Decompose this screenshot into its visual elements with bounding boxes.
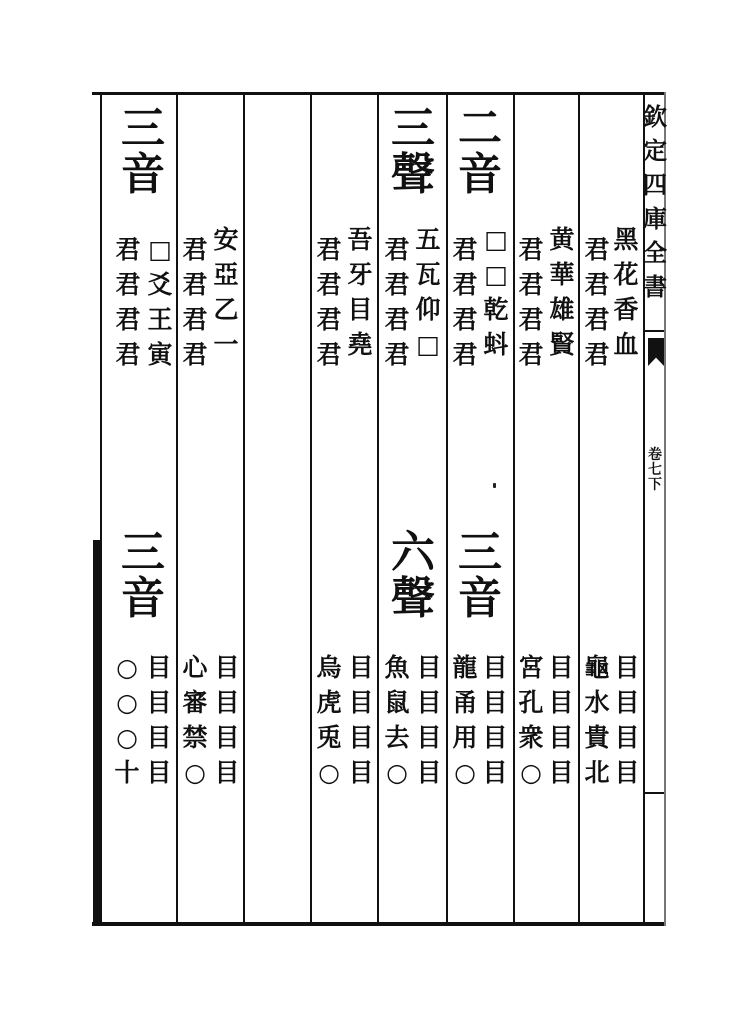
text-char: 龜 xyxy=(584,653,610,682)
text-column xyxy=(582,232,612,372)
volume-char: 七 xyxy=(648,462,662,478)
text-char: 君 xyxy=(584,270,610,299)
text-char: 目 xyxy=(348,653,374,682)
text-char: 寅 xyxy=(147,340,173,369)
text-char: 十 xyxy=(114,758,140,787)
text-char: 吾 xyxy=(347,225,373,254)
heading-char: 二 xyxy=(458,103,502,154)
text-column xyxy=(612,650,642,790)
text-char: 目 xyxy=(614,758,640,787)
text-char: 爻 xyxy=(147,270,173,299)
text-column xyxy=(516,650,546,790)
text-column xyxy=(314,232,344,372)
text-char: 目 xyxy=(416,758,442,787)
text-char: 王 xyxy=(147,305,173,334)
text-char: 目 xyxy=(482,723,508,752)
text-char: 君 xyxy=(182,305,208,334)
column-rule-1 xyxy=(578,92,580,926)
text-column xyxy=(344,222,376,362)
text-char: 審 xyxy=(182,688,208,717)
text-char: 衆 xyxy=(518,723,544,752)
heading-san-sheng xyxy=(382,103,444,200)
text-char: 目 xyxy=(348,688,374,717)
text-char: 目 xyxy=(146,758,172,787)
text-char: 君 xyxy=(518,235,544,264)
margin-title-char: 書 xyxy=(643,272,667,301)
text-char: 目 xyxy=(614,723,640,752)
text-char: 亞 xyxy=(213,260,239,289)
text-char: 一 xyxy=(213,330,239,359)
text-char: 目 xyxy=(214,758,240,787)
text-char: 瓦 xyxy=(415,260,441,289)
text-column xyxy=(112,650,142,790)
text-char: 賢 xyxy=(549,330,575,359)
text-char: 目 xyxy=(214,688,240,717)
margin-title xyxy=(644,100,666,304)
text-char: 雄 xyxy=(549,295,575,324)
text-char: 目 xyxy=(214,653,240,682)
text-char: 君 xyxy=(518,340,544,369)
text-char: 君 xyxy=(452,305,478,334)
text-char: 去 xyxy=(384,723,410,752)
text-char: 目 xyxy=(548,723,574,752)
text-char: 目 xyxy=(416,723,442,752)
text-column xyxy=(210,222,242,362)
text-char: 目 xyxy=(416,688,442,717)
text-column xyxy=(382,232,412,372)
text-char: 君 xyxy=(584,235,610,264)
text-char: 君 xyxy=(518,270,544,299)
text-char: 君 xyxy=(584,305,610,334)
text-char: 目 xyxy=(614,653,640,682)
column-rule-6 xyxy=(243,92,245,926)
heading-char: 六 xyxy=(391,527,435,578)
text-char: 華 xyxy=(549,260,575,289)
speck-1 xyxy=(493,483,496,488)
text-column xyxy=(582,650,612,790)
margin-divider xyxy=(643,330,665,332)
text-char: 君 xyxy=(182,270,208,299)
text-char: 君 xyxy=(115,340,141,369)
volume-char: 下 xyxy=(648,477,662,493)
margin-volume-label xyxy=(644,448,666,493)
margin-title-char: 庫 xyxy=(643,204,667,233)
text-column xyxy=(180,650,210,790)
text-char: 香 xyxy=(613,295,639,324)
text-column xyxy=(346,650,376,790)
margin-title-char: 欽 xyxy=(643,102,667,131)
text-char: 君 xyxy=(316,270,342,299)
text-char: □ xyxy=(484,260,508,289)
text-char: 目 xyxy=(146,688,172,717)
text-char: 君 xyxy=(384,270,410,299)
text-char: □ xyxy=(148,235,172,264)
text-char: ○ xyxy=(184,758,206,787)
text-char: ○ xyxy=(318,758,340,787)
text-column xyxy=(480,222,512,362)
text-char: 兎 xyxy=(316,723,342,752)
text-column xyxy=(144,232,176,372)
text-char: ○ xyxy=(116,723,138,752)
text-column xyxy=(450,232,480,372)
text-char: 目 xyxy=(146,723,172,752)
text-char: 花 xyxy=(613,260,639,289)
frame-left-rule-thin xyxy=(100,92,102,926)
text-char: 蚪 xyxy=(483,330,509,359)
heading-san-yin-top xyxy=(112,103,174,200)
heading-san-yin-b1 xyxy=(452,527,508,624)
text-char: 黑 xyxy=(613,225,639,254)
text-char: 君 xyxy=(452,340,478,369)
text-char: 君 xyxy=(316,235,342,264)
margin-title-char: 全 xyxy=(643,238,667,267)
column-rule-5 xyxy=(310,92,312,926)
text-column xyxy=(382,650,412,790)
text-char: 北 xyxy=(584,758,610,787)
text-char: 君 xyxy=(384,235,410,264)
margin-lower-rule xyxy=(643,792,665,794)
text-char: 目 xyxy=(416,653,442,682)
text-char: 君 xyxy=(115,305,141,334)
text-column xyxy=(414,650,444,790)
heading-char: 音 xyxy=(121,149,165,200)
text-char: 君 xyxy=(584,340,610,369)
text-char: 黄 xyxy=(549,225,575,254)
text-column xyxy=(610,222,642,362)
text-char: ○ xyxy=(116,688,138,717)
text-column xyxy=(546,650,576,790)
text-char: 鼠 xyxy=(384,688,410,717)
margin-title-char: 定 xyxy=(643,136,667,165)
text-column xyxy=(450,650,480,790)
text-char: 君 xyxy=(518,305,544,334)
fish-tail-mark xyxy=(648,338,664,366)
text-column xyxy=(180,232,210,372)
heading-char: 聲 xyxy=(391,149,435,200)
text-char: 水 xyxy=(584,688,610,717)
text-char: 君 xyxy=(182,235,208,264)
text-char: 君 xyxy=(384,340,410,369)
text-char: 虎 xyxy=(316,688,342,717)
text-char: ○ xyxy=(116,653,138,682)
margin-title-char: 四 xyxy=(643,170,667,199)
text-char: 乾 xyxy=(483,295,509,324)
text-column xyxy=(480,650,510,790)
text-char: 君 xyxy=(384,305,410,334)
text-char: 君 xyxy=(115,270,141,299)
heading-char: 音 xyxy=(121,573,165,624)
text-char: 五 xyxy=(415,225,441,254)
text-column xyxy=(412,222,444,362)
heading-char: 三 xyxy=(458,527,502,578)
text-char: 目 xyxy=(614,688,640,717)
text-char: 君 xyxy=(452,270,478,299)
text-char: 目 xyxy=(482,653,508,682)
text-char: 安 xyxy=(213,225,239,254)
heading-char: 三 xyxy=(121,527,165,578)
text-char: 君 xyxy=(316,340,342,369)
text-char: ○ xyxy=(520,758,542,787)
heading-char: 三 xyxy=(121,103,165,154)
heading-char: 聲 xyxy=(391,573,435,624)
text-char: 孔 xyxy=(518,688,544,717)
column-rule-2 xyxy=(513,92,515,926)
text-char: ○ xyxy=(386,758,408,787)
text-char: 目 xyxy=(348,758,374,787)
text-column xyxy=(314,650,344,790)
text-char: 貴 xyxy=(584,723,610,752)
text-char: 龍 xyxy=(452,653,478,682)
text-char: 乙 xyxy=(213,295,239,324)
heading-san-yin-b2 xyxy=(112,527,174,624)
heading-liu-sheng xyxy=(382,527,444,624)
column-rule-3 xyxy=(446,92,448,926)
column-rule-7 xyxy=(176,92,178,926)
text-char: 目 xyxy=(548,688,574,717)
heading-char: 音 xyxy=(458,149,502,200)
text-column xyxy=(516,232,546,372)
text-char: 甬 xyxy=(452,688,478,717)
text-column xyxy=(112,232,144,372)
heading-er-yin xyxy=(452,103,508,200)
text-char: 牙 xyxy=(347,260,373,289)
text-char: □ xyxy=(416,330,440,359)
text-char: 君 xyxy=(182,340,208,369)
text-column xyxy=(144,650,174,790)
text-char: 君 xyxy=(452,235,478,264)
text-char: 目 xyxy=(348,723,374,752)
heading-char: 音 xyxy=(458,573,502,624)
text-char: 烏 xyxy=(316,653,342,682)
text-char: 目 xyxy=(214,723,240,752)
text-char: 禁 xyxy=(182,723,208,752)
text-char: 心 xyxy=(182,653,208,682)
text-char: 目 xyxy=(548,758,574,787)
margin-top-rule xyxy=(643,92,665,94)
text-char: 堯 xyxy=(347,330,373,359)
text-char: 目 xyxy=(347,295,373,324)
text-char: 目 xyxy=(482,758,508,787)
volume-char: 卷 xyxy=(648,447,662,463)
text-char: 魚 xyxy=(384,653,410,682)
text-column xyxy=(212,650,242,790)
column-rule-4 xyxy=(377,92,379,926)
text-column xyxy=(546,222,578,362)
text-char: 用 xyxy=(452,723,478,752)
text-char: 君 xyxy=(115,235,141,264)
text-char: 血 xyxy=(613,330,639,359)
text-char: □ xyxy=(484,225,508,254)
text-char: 目 xyxy=(482,688,508,717)
text-char: 仰 xyxy=(415,295,441,324)
text-char: 目 xyxy=(146,653,172,682)
text-char: 目 xyxy=(548,653,574,682)
text-char: 君 xyxy=(316,305,342,334)
text-char: ○ xyxy=(454,758,476,787)
heading-char: 三 xyxy=(391,103,435,154)
text-char: 宮 xyxy=(518,653,544,682)
